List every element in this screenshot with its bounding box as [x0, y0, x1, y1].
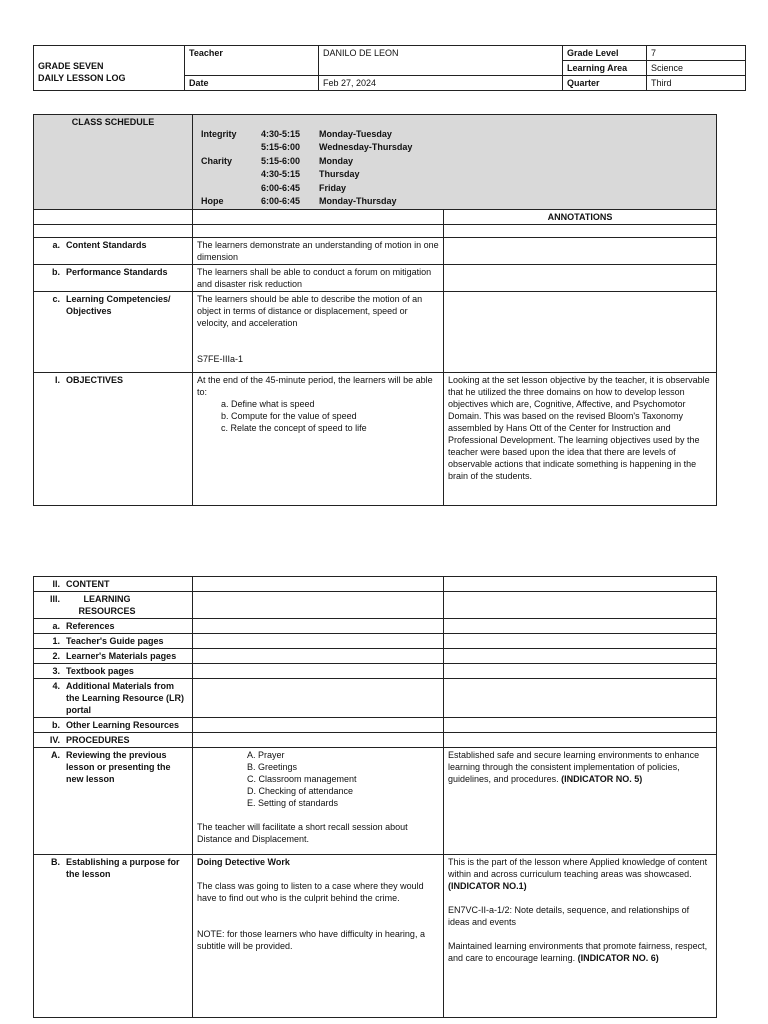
- schedule-row: Charity 5:15-6:00 Monday: [201, 155, 354, 166]
- quarter-label: Quarter: [563, 76, 647, 91]
- references-label: a. References: [34, 619, 193, 634]
- performance-standards-text: The learners shall be able to conduct a forum on mitigation and disaster risk reduction: [193, 265, 444, 292]
- learning-competencies-label: c. Learning Competencies/ Objectives: [34, 292, 193, 373]
- activity-title: Doing Detective Work: [197, 857, 290, 867]
- content-standards-text: The learners demonstrate an understanding of motion in one dimension: [193, 238, 444, 265]
- activity-note: NOTE: for those learners who have difficulty in hearing, a subtitle will be provided.: [197, 929, 425, 951]
- activity-description: The class was going to listen to a case where they would have to find out who is the culprit behind the crime.: [197, 881, 424, 903]
- indicator-badge: (INDICATOR NO. 6): [577, 953, 659, 963]
- schedule-row: Hope 6:00-6:45 Monday-Thursday: [201, 196, 397, 207]
- objectives-label: I. OBJECTIVES: [34, 373, 193, 506]
- teacher-label: Teacher: [185, 46, 319, 76]
- learning-competencies-cell: [193, 292, 444, 373]
- learning-area-value: Science: [647, 61, 746, 76]
- grade-level-value: 7: [647, 46, 746, 61]
- schedule-row: 5:15-6:00 Wednesday-Thursday: [261, 142, 413, 153]
- reviewing-lesson-label: A. Reviewing the previous lesson or presenting the new lesson: [34, 748, 193, 855]
- recall-note: The teacher will facilitate a short recall session about Distance and Displacement.: [197, 822, 408, 844]
- learners-materials-label: 2. Learner's Materials pages: [34, 649, 193, 664]
- lesson-table: [33, 114, 717, 506]
- list-item: c. Relate the concept of speed to life: [221, 423, 367, 433]
- content-standards-label: a. Content Standards: [34, 238, 193, 265]
- learning-resources-label: III. LEARNING RESOURCES: [34, 592, 193, 619]
- list-item: E. Setting of standards: [247, 798, 339, 808]
- date-label: Date: [185, 76, 319, 91]
- routine-list: [197, 749, 439, 809]
- learning-competencies-text: The learners should be able to describe the motion of an object in terms of distance or displacement, speed or velocity, and acceleration: [197, 294, 423, 328]
- objectives-cell: [193, 373, 444, 506]
- class-schedule-label: CLASS SCHEDULE: [34, 115, 193, 210]
- establishing-purpose-label: B. Establishing a purpose for the lesson: [34, 855, 193, 1018]
- objectives-annotation: Looking at the set lesson objective by the teacher, it is observable that he utilized the three domains on how to develop lesson objectives which are, Cognitive, Affective, and Psychomotor Domain. This was based on the revised Bloom's Taxonomy assembled by Hans Ott of the Center for Instruction and Professional Development. The learning objectives used by the teacher were based upon the idea that there are levels of observable actions that indicate something is happening in the brain of the students.: [444, 373, 717, 506]
- performance-standards-label: b. Performance Standards: [34, 265, 193, 292]
- establishing-purpose-cell: [193, 855, 444, 1018]
- quarter-value: Third: [647, 76, 746, 91]
- list-item: b. Compute for the value of speed: [221, 411, 357, 421]
- date-value: Feb 27, 2024: [319, 76, 563, 91]
- indicator-badge: (INDICATOR NO.1): [448, 881, 527, 891]
- log-title: DAILY LESSON LOG: [38, 72, 126, 83]
- schedule-row: 4:30-5:15 Thursday: [261, 169, 360, 180]
- teacher-value: DANILO DE LEON: [319, 46, 563, 76]
- procedures-label: IV. PROCEDURES: [34, 733, 193, 748]
- textbook-label: 3. Textbook pages: [34, 664, 193, 679]
- learning-area-label: Learning Area: [563, 61, 647, 76]
- reviewing-lesson-cell: [193, 748, 444, 855]
- grade-title: GRADE SEVEN: [38, 60, 104, 71]
- grade-title-cell: [34, 46, 185, 91]
- list-item: A. Prayer: [247, 750, 285, 760]
- objectives-list: [197, 398, 439, 434]
- list-item: a. Define what is speed: [221, 399, 315, 409]
- schedule-row: Integrity 4:30-5:15 Monday-Tuesday: [201, 128, 392, 139]
- reviewing-lesson-annotation: Established safe and secure learning environments to enhance learning through the consistent implementation of policies, guidelines, and procedures. (INDICATOR NO. 5): [444, 748, 717, 855]
- establishing-purpose-annotation: This is the part of the lesson where Applied knowledge of content within and across curriculum teaching areas was showcased. (INDICATOR NO.1) EN7VC-II-a-1/2: Note details, sequence, and relationships of ideas and events Maintained learning environments that promote fairness, respect, and care to encourage learning. (INDICATOR NO. 6): [444, 855, 717, 1018]
- objectives-intro: At the end of the 45-minute period, the learners will be able to:: [197, 375, 433, 397]
- schedule-row: 6:00-6:45 Friday: [261, 182, 347, 193]
- additional-materials-label: 4. Additional Materials from the Learning Resource (LR) portal: [34, 679, 193, 718]
- list-item: D. Checking of attendance: [247, 786, 354, 796]
- content-label: II. CONTENT: [34, 577, 193, 592]
- competency-code: S7FE-IIIa-1: [197, 354, 244, 364]
- list-item: B. Greetings: [247, 762, 298, 772]
- procedures-table: [33, 576, 717, 1018]
- list-item: C. Classroom management: [247, 774, 357, 784]
- competency-code-note: EN7VC-II-a-1/2: Note details, sequence, and relationships of ideas and events: [448, 905, 690, 927]
- teachers-guide-label: 1. Teacher's Guide pages: [34, 634, 193, 649]
- annotations-header: ANNOTATIONS: [444, 210, 717, 225]
- indicator-badge: (INDICATOR NO. 5): [561, 774, 643, 784]
- header-table: [33, 45, 746, 91]
- class-schedule-cell: [193, 115, 717, 210]
- other-resources-label: b. Other Learning Resources: [34, 718, 193, 733]
- grade-level-label: Grade Level: [563, 46, 647, 61]
